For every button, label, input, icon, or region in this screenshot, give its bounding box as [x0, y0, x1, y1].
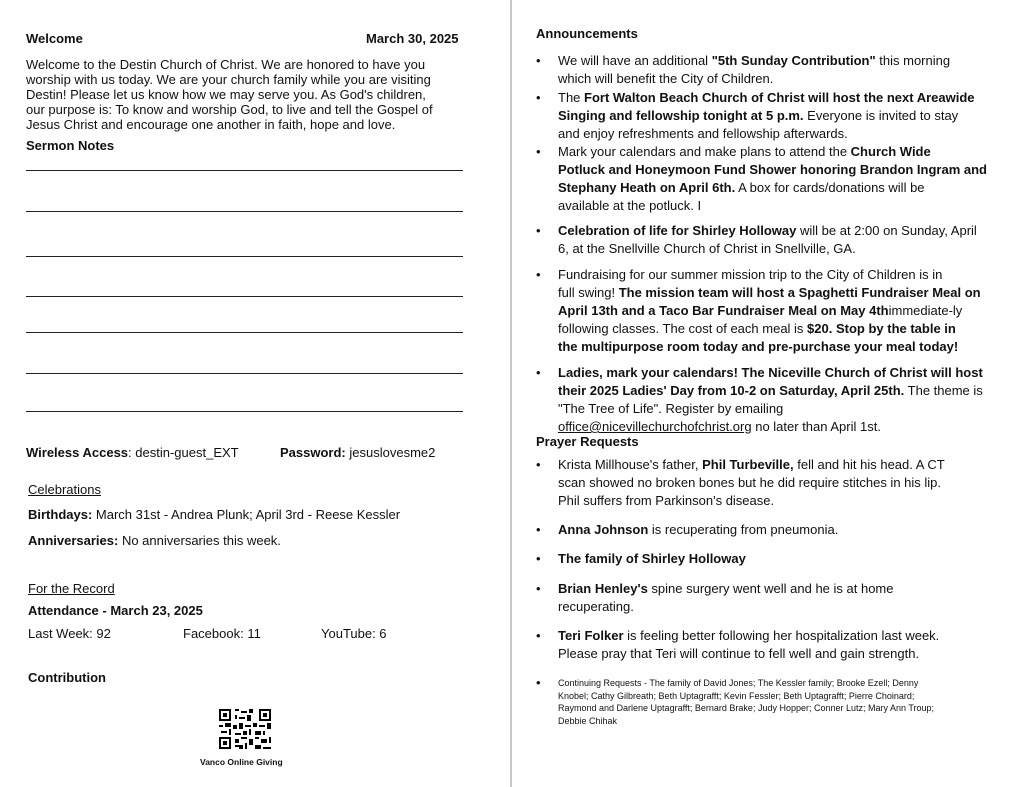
- last-week-count: Last Week: 92: [28, 626, 111, 641]
- qr-caption: Vanco Online Giving: [200, 757, 283, 767]
- welcome-line: Jesus Christ and encourage one another in faith, hope and love.: [26, 117, 396, 132]
- wireless-access: Wireless Access: destin-guest_EXT: [26, 445, 239, 460]
- prayer-item: • The family of Shirley Holloway: [558, 550, 1003, 568]
- note-line: [26, 411, 463, 412]
- anniversaries: [28, 533, 281, 548]
- bulletin-date: March 30, 2025: [366, 31, 459, 46]
- note-line: [26, 170, 463, 171]
- contribution-heading: Contribution: [28, 670, 106, 685]
- password-value: jesuslovesme2: [349, 445, 436, 460]
- qr-code-icon[interactable]: [217, 707, 273, 751]
- attendance-label: Attendance - March 23, 2025: [28, 603, 203, 618]
- note-line: [26, 211, 463, 212]
- announcement-item: • Celebration of life for Shirley Holloway will be at 2:00 on Sunday, April 6, at the Snellville Church of Christ in Snellville, GA.: [558, 222, 1003, 258]
- note-line: [26, 296, 463, 297]
- youtube-count: YouTube: 6: [321, 626, 387, 641]
- birthdays: [28, 507, 400, 522]
- record-heading: For the Record: [28, 581, 115, 596]
- wireless-network: destin-guest_EXT: [135, 445, 239, 460]
- welcome-line: worship with us today. We are your church family while you are visiting: [26, 72, 431, 87]
- facebook-count: Facebook: 11: [183, 626, 261, 641]
- wireless-password: [280, 445, 435, 460]
- email-link[interactable]: office@nicevillechurchofchrist.org: [558, 419, 752, 434]
- announcements-heading: Announcements: [536, 26, 638, 41]
- sermon-notes-heading: Sermon Notes: [26, 138, 115, 153]
- welcome-text: [26, 57, 486, 132]
- prayer-item: • Krista Millhouse's father, Phil Turbeville, fell and hit his head. A CT scan showed no broken bones but he did require stitches in his lip. Phil suffers from Parkinson's disease.: [558, 456, 1003, 510]
- anniversaries-label: Anniversaries:: [28, 533, 119, 548]
- welcome-line: Welcome to the Destin Church of Christ. We are honored to have you: [26, 57, 426, 72]
- prayer-requests-heading: Prayer Requests: [536, 434, 639, 449]
- prayer-item: • Anna Johnson is recuperating from pneumonia.: [558, 521, 1003, 539]
- welcome-line: Destin! Please let us know how we may serve you. As God's children,: [26, 87, 426, 102]
- welcome-line: our purpose is: To know and worship God, to live and tell the Gospel of: [26, 102, 433, 117]
- prayer-item: • Teri Folker is feeling better following her hospitalization last week. Please pray that Teri will continue to fell well and gain strength.: [558, 627, 1003, 663]
- announcement-item: • Fundraising for our summer mission trip to the City of Children is in full swing! The mission team will host a Spaghetti Fundraiser Meal on April 13th and a Taco Bar Fundraiser Meal on May 4thimmediate-ly following classes. The cost of each meal is $20. Stop by the table in the multipurpose room today and pre-purchase your meal today!: [558, 266, 1003, 356]
- birthdays-value: March 31st - Andrea Plunk; April 3rd - Reese Kessler: [95, 507, 401, 522]
- right-page: [512, 0, 1024, 787]
- note-line: [26, 332, 463, 333]
- announcement-item: • We will have an additional "5th Sunday Contribution" this morning which will benefit the City of Children.: [558, 52, 1003, 88]
- announcement-item: • Mark your calendars and make plans to attend the Church Wide Potluck and Honeymoon Fund Shower honoring Brandon Ingram and Stephany Heath on April 6th. A box for cards/donations will be available at the potluck. I: [558, 143, 1003, 215]
- note-line: [26, 256, 463, 257]
- announcement-item: • Ladies, mark your calendars! The Niceville Church of Christ will host their 2025 Ladies' Day from 10-2 on Saturday, April 25th. The theme is "The Tree of Life". Register by emailing office@nicevillechurchofchrist.org no later than April 1st.: [558, 364, 1003, 436]
- password-label: Password:: [280, 445, 346, 460]
- note-line: [26, 373, 463, 374]
- announcement-item: • The Fort Walton Beach Church of Christ will host the next Areawide Singing and fellowship tonight at 5 p.m. Everyone is invited to stay and enjoy refreshments and fellowship afterwards.: [558, 89, 1003, 143]
- continuing-requests: • Continuing Requests - The family of David Jones; The Kessler family; Brooke Ezell; Denny Knobel; Cathy Gilbreath; Beth Uptagrafft; Kevin Fessler; Beth Uptagrafft; Pierre Choinard; Raymond and Darlene Uptagrafft; Bernard Brake; Judy Hopper; Conner Lutz; Mary Ann Troup; Debbie Chihak: [558, 677, 1003, 727]
- anniversaries-value: No anniversaries this week.: [121, 533, 281, 548]
- celebrations-heading: Celebrations: [28, 482, 101, 497]
- prayer-item: • Brian Henley's spine surgery went well and he is at home recuperating.: [558, 580, 1003, 616]
- left-page: [0, 0, 511, 787]
- birthdays-label: Birthdays:: [28, 507, 93, 522]
- wireless-label: Wireless Access: [26, 445, 129, 460]
- welcome-heading: Welcome: [26, 31, 83, 46]
